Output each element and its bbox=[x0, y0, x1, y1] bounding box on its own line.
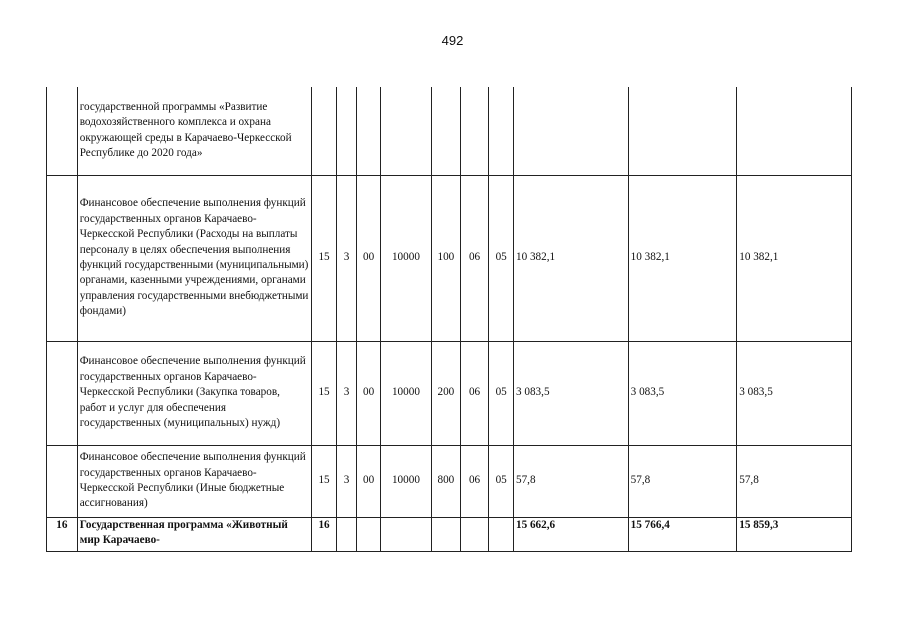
code-5 bbox=[432, 517, 461, 551]
code-4: 10000 bbox=[380, 445, 431, 517]
code-1 bbox=[312, 87, 337, 175]
code-5: 800 bbox=[432, 445, 461, 517]
code-7 bbox=[489, 87, 514, 175]
amount-year-2: 57,8 bbox=[628, 445, 737, 517]
code-6 bbox=[460, 517, 489, 551]
row-number bbox=[47, 175, 78, 341]
amount-year-3: 10 382,1 bbox=[737, 175, 852, 341]
code-7: 05 bbox=[489, 341, 514, 445]
code-5 bbox=[432, 87, 461, 175]
amount-year-3: 57,8 bbox=[737, 445, 852, 517]
code-3: 00 bbox=[357, 175, 381, 341]
row-number: 16 bbox=[47, 517, 78, 551]
code-1: 16 bbox=[312, 517, 337, 551]
amount-year-1: 57,8 bbox=[513, 445, 628, 517]
amount-year-1: 10 382,1 bbox=[513, 175, 628, 341]
code-4: 10000 bbox=[380, 175, 431, 341]
code-1: 15 bbox=[312, 445, 337, 517]
code-4 bbox=[380, 517, 431, 551]
code-3: 00 bbox=[357, 341, 381, 445]
table-row bbox=[47, 175, 852, 341]
code-3 bbox=[357, 87, 381, 175]
code-6: 06 bbox=[460, 445, 489, 517]
code-2 bbox=[336, 87, 356, 175]
code-6 bbox=[460, 87, 489, 175]
amount-year-1: 3 083,5 bbox=[513, 341, 628, 445]
row-number bbox=[47, 87, 78, 175]
amount-year-3 bbox=[737, 87, 852, 175]
code-5: 200 bbox=[432, 341, 461, 445]
code-3 bbox=[357, 517, 381, 551]
amount-year-3: 15 859,3 bbox=[737, 517, 852, 551]
amount-year-2 bbox=[628, 87, 737, 175]
row-number bbox=[47, 341, 78, 445]
code-4: 10000 bbox=[380, 341, 431, 445]
code-5: 100 bbox=[432, 175, 461, 341]
code-3: 00 bbox=[357, 445, 381, 517]
code-4 bbox=[380, 87, 431, 175]
program-name: государственной программы «Развитие водохозяйственного комплекса и охрана окружающей среды в Карачаево-Черкесской Республике до 2020 года» bbox=[77, 87, 312, 175]
code-1: 15 bbox=[312, 175, 337, 341]
amount-year-2: 15 766,4 bbox=[628, 517, 737, 551]
code-7: 05 bbox=[489, 175, 514, 341]
budget-table bbox=[46, 87, 852, 552]
program-name: Государственная программа «Животный мир Карачаево- bbox=[77, 517, 312, 551]
table-row bbox=[47, 341, 852, 445]
code-2: 3 bbox=[336, 445, 356, 517]
page-number: 492 bbox=[441, 33, 464, 48]
program-name: Финансовое обеспечение выполнения функций государственных органов Карачаево-Черкесской Республики (Иные бюджетные ассигнования) bbox=[77, 445, 312, 517]
program-name: Финансовое обеспечение выполнения функций государственных органов Карачаево-Черкесской Республики (Расходы на выплаты персоналу в целях обеспечения выполнения функций государственными (муниципальными) органами, казенными учреждениями, органами управления государственными внебюджетными фондами) bbox=[77, 175, 312, 341]
code-6: 06 bbox=[460, 175, 489, 341]
code-2 bbox=[336, 517, 356, 551]
amount-year-3: 3 083,5 bbox=[737, 341, 852, 445]
code-7 bbox=[489, 517, 514, 551]
code-2: 3 bbox=[336, 341, 356, 445]
code-6: 06 bbox=[460, 341, 489, 445]
table-row bbox=[47, 445, 852, 517]
amount-year-2: 3 083,5 bbox=[628, 341, 737, 445]
amount-year-1 bbox=[513, 87, 628, 175]
amount-year-1: 15 662,6 bbox=[513, 517, 628, 551]
code-2: 3 bbox=[336, 175, 356, 341]
code-7: 05 bbox=[489, 445, 514, 517]
program-name: Финансовое обеспечение выполнения функций государственных органов Карачаево-Черкесской Республики (Закупка товаров, работ и услуг для обеспечения государственных (муниципальных) нужд) bbox=[77, 341, 312, 445]
row-number bbox=[47, 445, 78, 517]
amount-year-2: 10 382,1 bbox=[628, 175, 737, 341]
table-row bbox=[47, 87, 852, 175]
table-row bbox=[47, 517, 852, 551]
code-1: 15 bbox=[312, 341, 337, 445]
